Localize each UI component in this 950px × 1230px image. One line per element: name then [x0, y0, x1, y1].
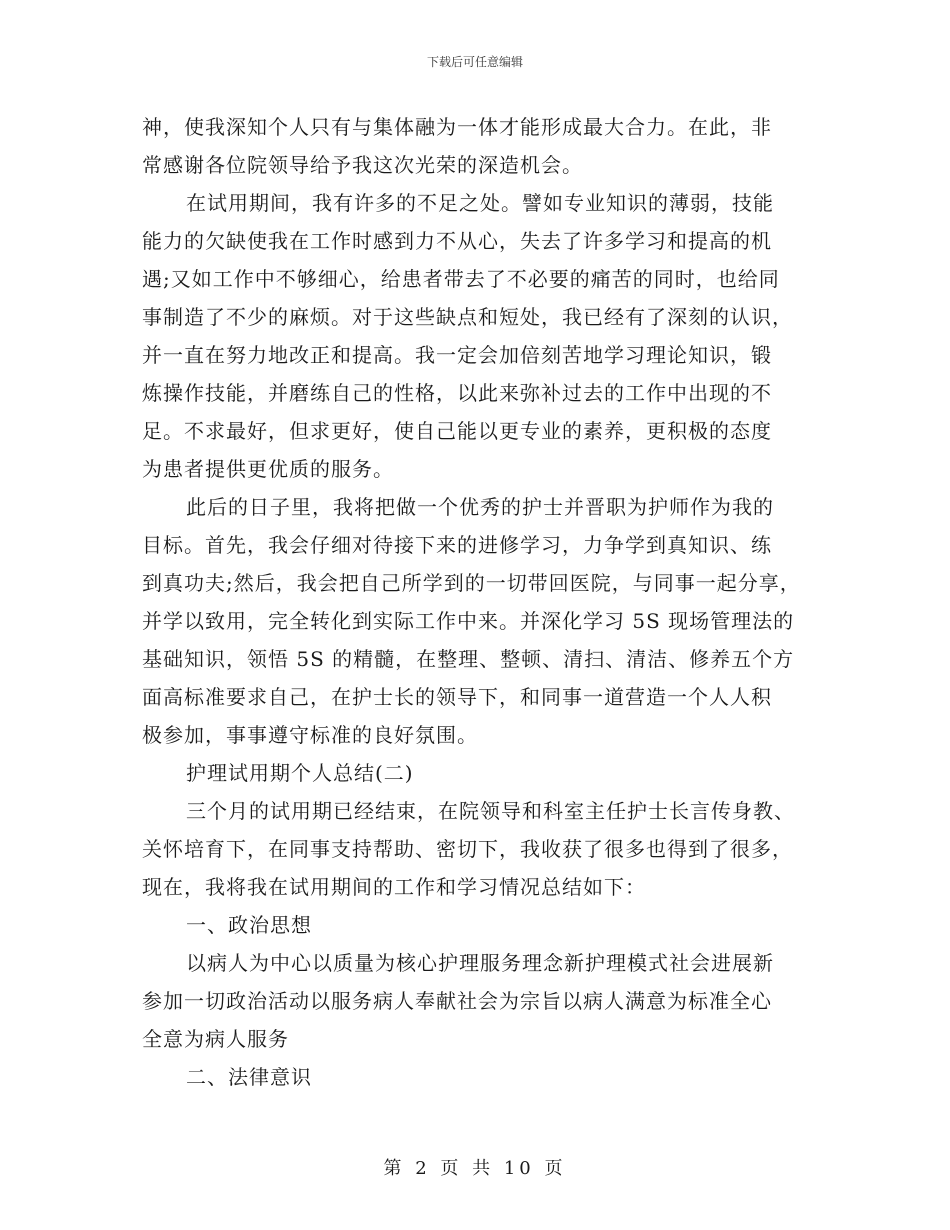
text-line: 二、法律意识: [186, 1065, 312, 1089]
text-line: 并一直在努力地改正和提高。我一定会加倍刻苦地学习理论知识，锻: [142, 343, 772, 367]
text-line: 并学以致用，完全转化到实际工作中来。并深化学习 5S 现场管理法的: [142, 609, 795, 633]
text-line: 遇;又如工作中不够细心，给患者带去了不必要的痛苦的同时，也给同: [142, 267, 780, 291]
text-line: 常感谢各位院领导给予我这次光荣的深造机会。: [142, 153, 583, 177]
text-line: 护理试用期个人总结(二): [186, 761, 414, 785]
text-line: 面高标准要求自己，在护士长的领导下，和同事一道营造一个人人积: [142, 685, 772, 709]
text-line: 关怀培育下，在同事支持帮助、密切下，我收获了很多也得到了很多，: [142, 837, 793, 861]
text-line: 一、政治思想: [186, 913, 312, 937]
text-line: 在试用期间，我有许多的不足之处。譬如专业知识的薄弱，技能: [186, 191, 774, 215]
text-line: 炼操作技能，并磨练自己的性格，以此来弥补过去的工作中出现的不: [142, 381, 772, 405]
text-line: 以病人为中心以质量为核心护理服务理念新护理模式社会进展新: [186, 951, 774, 975]
text-line: 极参加，事事遵守标准的良好氛围。: [142, 723, 478, 747]
text-line: 基础知识，领悟 5S 的精髓，在整理、整顿、清扫、清洁、修养五个方: [142, 647, 795, 671]
text-line: 能力的欠缺使我在工作时感到力不从心，失去了许多学习和提高的机: [142, 229, 772, 253]
text-line: 神，使我深知个人只有与集体融为一体才能形成最大合力。在此，非: [142, 115, 772, 139]
document-body: [142, 108, 822, 1096]
text-line: 目标。首先，我会仔细对待接下来的进修学习，力争学到真知识、练: [142, 533, 772, 557]
header-note: 下载后可任意编辑: [426, 55, 523, 69]
text-line: 此后的日子里，我将把做一个优秀的护士并晋职为护师作为我的: [186, 495, 774, 519]
text-line: 到真功夫;然后，我会把自己所学到的一切带回医院，与同事一起分享，: [142, 571, 801, 595]
text-line: 全意为病人服务: [142, 1027, 289, 1051]
page-number: 第 2 页 共 10 页: [383, 1158, 567, 1179]
text-line: 三个月的试用期已经结束，在院领导和科室主任护士长言传身教、: [186, 799, 795, 823]
text-line: 现在，我将我在试用期间的工作和学习情况总结如下：: [142, 875, 646, 899]
text-line: 为患者提供更优质的服务。: [142, 457, 394, 481]
text-line: 参加一切政治活动以服务病人奉献社会为宗旨以病人满意为标准全心: [142, 989, 772, 1013]
text-line: 事制造了不少的麻烦。对于这些缺点和短处，我已经有了深刻的认识，: [142, 305, 793, 329]
text-line: 足。不求最好，但求更好，使自己能以更专业的素养，更积极的态度: [142, 419, 772, 443]
